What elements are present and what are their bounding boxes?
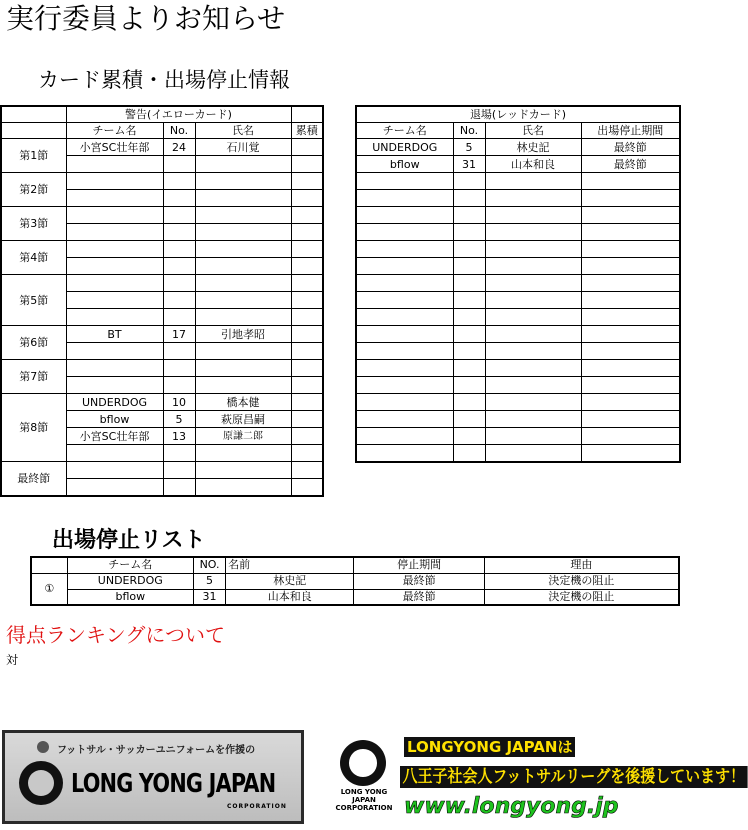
table-cell: 17 bbox=[163, 326, 195, 343]
table-row bbox=[356, 275, 680, 292]
table-cell bbox=[485, 411, 581, 428]
table-cell: 最終節 bbox=[581, 156, 680, 173]
table-cell bbox=[163, 241, 195, 258]
yellow-card-table bbox=[0, 105, 324, 497]
table-cell bbox=[356, 275, 453, 292]
table-cell bbox=[66, 207, 163, 224]
table-cell bbox=[581, 428, 680, 445]
table-cell bbox=[356, 411, 453, 428]
table-row bbox=[356, 360, 680, 377]
table-cell bbox=[581, 360, 680, 377]
table-row bbox=[1, 326, 323, 343]
header-spacer bbox=[291, 106, 323, 123]
table-row bbox=[356, 156, 680, 173]
table-cell bbox=[163, 360, 195, 377]
longyong-logo-icon bbox=[340, 740, 386, 786]
table-cell bbox=[485, 377, 581, 394]
corner-cell bbox=[1, 123, 66, 139]
col-name: 氏名 bbox=[195, 123, 291, 139]
banner-logo-text: LONG YONG JAPAN CORPORATION bbox=[335, 788, 393, 812]
table-row bbox=[1, 207, 323, 224]
table-cell: 最終節 bbox=[354, 573, 484, 589]
table-cell bbox=[195, 207, 291, 224]
table-cell bbox=[291, 394, 323, 411]
table-cell bbox=[356, 173, 453, 190]
table-row bbox=[1, 462, 323, 479]
table-cell: 最終節 bbox=[354, 589, 484, 605]
table-cell bbox=[291, 258, 323, 275]
table-row bbox=[356, 173, 680, 190]
col-no: NO. bbox=[193, 557, 225, 573]
table-cell bbox=[453, 275, 485, 292]
table-cell bbox=[356, 445, 453, 462]
table-cell bbox=[356, 326, 453, 343]
table-cell bbox=[195, 377, 291, 394]
table-cell: 24 bbox=[163, 139, 195, 156]
table-row bbox=[1, 275, 323, 292]
table-cell bbox=[163, 292, 195, 309]
table-cell: 橋本健 bbox=[195, 394, 291, 411]
table-row bbox=[356, 377, 680, 394]
table-cell bbox=[356, 292, 453, 309]
table-cell bbox=[291, 156, 323, 173]
col-suspension-period: 出場停止期間 bbox=[581, 123, 680, 139]
table-cell: 原謙二郎 bbox=[195, 428, 291, 445]
table-cell bbox=[66, 360, 163, 377]
table-cell bbox=[453, 292, 485, 309]
round-label: 第4節 bbox=[1, 241, 66, 275]
table-cell bbox=[291, 207, 323, 224]
table-cell bbox=[66, 292, 163, 309]
table-cell bbox=[291, 445, 323, 462]
round-label: 第1節 bbox=[1, 139, 66, 173]
table-row bbox=[1, 241, 323, 258]
col-reason: 理由 bbox=[484, 557, 679, 573]
table-cell bbox=[66, 224, 163, 241]
table-cell bbox=[581, 343, 680, 360]
table-cell bbox=[485, 241, 581, 258]
col-team: チーム名 bbox=[67, 557, 193, 573]
table-cell: UNDERDOG bbox=[67, 573, 193, 589]
col-name: 名前 bbox=[226, 557, 354, 573]
table-cell bbox=[163, 156, 195, 173]
table-cell bbox=[291, 275, 323, 292]
table-cell bbox=[66, 241, 163, 258]
table-cell bbox=[453, 173, 485, 190]
table-cell bbox=[291, 224, 323, 241]
round-label: 第2節 bbox=[1, 173, 66, 207]
table-row bbox=[356, 241, 680, 258]
red-card-table bbox=[355, 105, 681, 463]
round-label: 第6節 bbox=[1, 326, 66, 360]
table-cell bbox=[291, 377, 323, 394]
table-cell: 山本和良 bbox=[226, 589, 354, 605]
table-cell bbox=[163, 275, 195, 292]
table-cell bbox=[66, 445, 163, 462]
table-cell bbox=[291, 190, 323, 207]
table-cell bbox=[581, 326, 680, 343]
table-cell bbox=[485, 207, 581, 224]
table-cell bbox=[453, 377, 485, 394]
table-cell bbox=[453, 343, 485, 360]
table-cell bbox=[485, 360, 581, 377]
section-title-cards: カード累積・出場停止情報 bbox=[38, 68, 290, 92]
table-cell bbox=[195, 309, 291, 326]
table-cell bbox=[195, 258, 291, 275]
table-cell bbox=[485, 343, 581, 360]
table-cell: bflow bbox=[66, 411, 163, 428]
table-row bbox=[31, 573, 679, 589]
table-cell bbox=[195, 343, 291, 360]
table-cell bbox=[291, 360, 323, 377]
table-cell bbox=[356, 360, 453, 377]
table-cell bbox=[163, 190, 195, 207]
round-label: 第8節 bbox=[1, 394, 66, 462]
table-cell: UNDERDOG bbox=[66, 394, 163, 411]
table-row bbox=[31, 589, 679, 605]
suspension-table bbox=[30, 556, 680, 606]
table-cell bbox=[581, 258, 680, 275]
table-cell bbox=[163, 173, 195, 190]
sponsor-banner-left[interactable] bbox=[2, 730, 304, 824]
table-cell bbox=[453, 360, 485, 377]
round-label: 第5節 bbox=[1, 275, 66, 326]
table-cell bbox=[291, 241, 323, 258]
table-cell: UNDERDOG bbox=[356, 139, 453, 156]
table-cell bbox=[291, 292, 323, 309]
table-cell bbox=[581, 445, 680, 462]
table-cell bbox=[485, 445, 581, 462]
marker-header-cell bbox=[31, 557, 67, 573]
table-cell: 石川覚 bbox=[195, 139, 291, 156]
section-title-suspension: 出場停止リスト bbox=[52, 528, 206, 553]
col-no: No. bbox=[453, 123, 485, 139]
table-row bbox=[1, 139, 323, 156]
table-cell bbox=[581, 292, 680, 309]
table-cell: 決定機の阻止 bbox=[484, 573, 679, 589]
yellow-group-header: 警告(イエローカード) bbox=[66, 106, 291, 123]
table-cell bbox=[485, 292, 581, 309]
table-cell bbox=[356, 377, 453, 394]
banner-line-1: LONGYONG JAPANは bbox=[404, 737, 575, 757]
table-cell bbox=[163, 377, 195, 394]
table-cell: 13 bbox=[163, 428, 195, 445]
table-cell bbox=[453, 428, 485, 445]
corner-cell bbox=[1, 106, 66, 123]
table-cell bbox=[195, 275, 291, 292]
table-row bbox=[1, 360, 323, 377]
longyong-logo-icon bbox=[19, 761, 63, 805]
table-cell bbox=[66, 156, 163, 173]
table-row bbox=[356, 207, 680, 224]
table-row bbox=[356, 309, 680, 326]
table-cell: 5 bbox=[193, 573, 225, 589]
table-cell bbox=[485, 224, 581, 241]
table-row bbox=[356, 292, 680, 309]
table-cell bbox=[453, 190, 485, 207]
table-row bbox=[356, 394, 680, 411]
table-cell bbox=[453, 445, 485, 462]
table-cell bbox=[581, 190, 680, 207]
ball-icon bbox=[37, 741, 49, 753]
ranking-note: 対 bbox=[6, 653, 19, 667]
table-cell bbox=[356, 258, 453, 275]
table-cell bbox=[291, 343, 323, 360]
table-cell bbox=[356, 309, 453, 326]
table-cell bbox=[356, 343, 453, 360]
table-cell bbox=[356, 207, 453, 224]
table-cell bbox=[356, 241, 453, 258]
table-cell: 5 bbox=[163, 411, 195, 428]
table-cell bbox=[66, 343, 163, 360]
table-cell bbox=[195, 445, 291, 462]
table-cell bbox=[66, 309, 163, 326]
table-row bbox=[356, 258, 680, 275]
table-row bbox=[356, 224, 680, 241]
col-name: 氏名 bbox=[485, 123, 581, 139]
table-row bbox=[356, 139, 680, 156]
col-period: 停止期間 bbox=[354, 557, 484, 573]
table-cell bbox=[195, 479, 291, 496]
banner-url-link[interactable]: www.longyong.jp bbox=[404, 794, 619, 819]
table-cell bbox=[581, 224, 680, 241]
table-cell: 最終節 bbox=[581, 139, 680, 156]
table-row bbox=[356, 190, 680, 207]
table-cell bbox=[195, 173, 291, 190]
table-cell bbox=[195, 462, 291, 479]
table-cell bbox=[581, 207, 680, 224]
table-cell: 山本和良 bbox=[485, 156, 581, 173]
round-label: 第3節 bbox=[1, 207, 66, 241]
table-cell bbox=[291, 139, 323, 156]
table-cell: 萩原昌嗣 bbox=[195, 411, 291, 428]
table-cell bbox=[163, 224, 195, 241]
table-cell bbox=[581, 377, 680, 394]
col-team: チーム名 bbox=[356, 123, 453, 139]
table-cell bbox=[291, 173, 323, 190]
table-cell bbox=[485, 428, 581, 445]
table-cell: 10 bbox=[163, 394, 195, 411]
table-cell: 5 bbox=[453, 139, 485, 156]
table-cell bbox=[291, 462, 323, 479]
table-cell: bflow bbox=[356, 156, 453, 173]
banner-corp: CORPORATION bbox=[227, 803, 287, 810]
table-cell bbox=[163, 258, 195, 275]
table-cell: 31 bbox=[193, 589, 225, 605]
table-cell bbox=[485, 275, 581, 292]
table-cell bbox=[66, 462, 163, 479]
round-label: 最終節 bbox=[1, 462, 66, 496]
col-accum: 累積 bbox=[291, 123, 323, 139]
table-cell bbox=[163, 207, 195, 224]
table-cell bbox=[66, 173, 163, 190]
table-cell: 林史記 bbox=[226, 573, 354, 589]
list-marker: ① bbox=[31, 573, 67, 605]
table-cell bbox=[66, 258, 163, 275]
table-cell bbox=[195, 292, 291, 309]
table-cell bbox=[453, 326, 485, 343]
table-cell bbox=[291, 411, 323, 428]
banner-brand: LONG YONG JAPAN bbox=[71, 769, 276, 799]
table-cell bbox=[453, 309, 485, 326]
table-row bbox=[356, 445, 680, 462]
table-cell: bflow bbox=[67, 589, 193, 605]
table-cell bbox=[356, 190, 453, 207]
page-title: 実行委員よりお知らせ bbox=[6, 2, 286, 35]
table-cell: 引地孝昭 bbox=[195, 326, 291, 343]
table-cell bbox=[195, 156, 291, 173]
table-cell bbox=[291, 428, 323, 445]
table-cell bbox=[581, 411, 680, 428]
table-row bbox=[1, 394, 323, 411]
table-cell bbox=[581, 309, 680, 326]
table-cell bbox=[581, 173, 680, 190]
table-cell bbox=[195, 190, 291, 207]
table-cell bbox=[195, 241, 291, 258]
ranking-heading: 得点ランキングについて bbox=[6, 623, 225, 647]
table-cell bbox=[356, 394, 453, 411]
table-cell: 小宮SC壮年部 bbox=[66, 139, 163, 156]
table-cell: 31 bbox=[453, 156, 485, 173]
table-cell bbox=[291, 479, 323, 496]
table-cell bbox=[356, 428, 453, 445]
table-cell bbox=[163, 309, 195, 326]
table-cell bbox=[356, 224, 453, 241]
table-cell bbox=[163, 479, 195, 496]
table-cell bbox=[453, 224, 485, 241]
table-cell bbox=[195, 360, 291, 377]
col-no: No. bbox=[163, 123, 195, 139]
table-cell bbox=[163, 462, 195, 479]
table-cell: BT bbox=[66, 326, 163, 343]
table-cell bbox=[291, 309, 323, 326]
table-cell bbox=[453, 241, 485, 258]
table-cell bbox=[485, 173, 581, 190]
red-group-header: 退場(レッドカード) bbox=[356, 106, 680, 123]
table-cell bbox=[453, 394, 485, 411]
table-cell bbox=[291, 326, 323, 343]
table-cell bbox=[453, 207, 485, 224]
table-row bbox=[356, 326, 680, 343]
banner-line-2: 八王子社会人フットサルリーグを後援しています！ bbox=[400, 766, 748, 788]
table-cell bbox=[581, 394, 680, 411]
table-cell bbox=[581, 241, 680, 258]
table-cell bbox=[485, 190, 581, 207]
table-cell bbox=[485, 309, 581, 326]
table-cell bbox=[485, 258, 581, 275]
table-cell bbox=[66, 377, 163, 394]
table-cell bbox=[453, 258, 485, 275]
table-row bbox=[1, 173, 323, 190]
banner-tagline: フットサル・サッカーユニフォームを作援の bbox=[57, 745, 256, 756]
table-row bbox=[356, 411, 680, 428]
table-cell bbox=[485, 394, 581, 411]
table-row bbox=[356, 343, 680, 360]
table-cell bbox=[163, 343, 195, 360]
table-cell bbox=[453, 411, 485, 428]
table-cell bbox=[581, 275, 680, 292]
table-cell: 林史記 bbox=[485, 139, 581, 156]
table-cell bbox=[195, 224, 291, 241]
round-label: 第7節 bbox=[1, 360, 66, 394]
table-cell bbox=[66, 479, 163, 496]
table-cell bbox=[485, 326, 581, 343]
table-cell: 決定機の阻止 bbox=[484, 589, 679, 605]
table-cell: 小宮SC壮年部 bbox=[66, 428, 163, 445]
table-row bbox=[356, 428, 680, 445]
table-cell bbox=[163, 445, 195, 462]
table-cell bbox=[66, 190, 163, 207]
table-cell bbox=[66, 275, 163, 292]
col-team: チーム名 bbox=[66, 123, 163, 139]
